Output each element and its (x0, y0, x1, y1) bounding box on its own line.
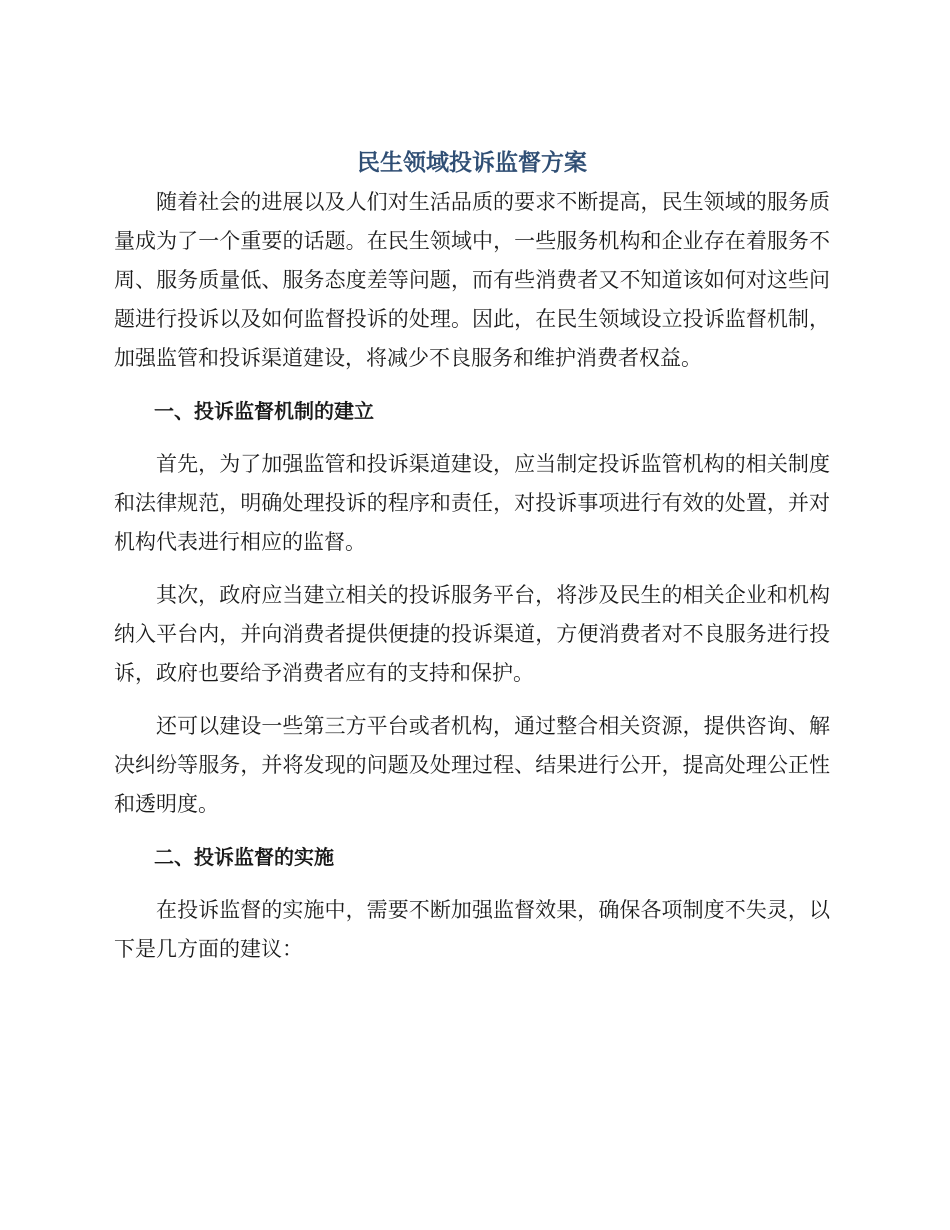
section-2-paragraph-1: 在投诉监督的实施中，需要不断加强监督效果，确保各项制度不失灵，以下是几方面的建议： (114, 898, 830, 961)
document-page (114, 145, 830, 969)
section-heading-2: 二、投诉监督的实施 (154, 845, 334, 869)
section-1-paragraph-2: 其次，政府应当建立相关的投诉服务平台，将涉及民生的相关企业和机构纳入平台内，并向消费者提供便捷的投诉渠道，方便消费者对不良服务进行投诉，政府也要给予消费者应有的支持和保护。 (114, 583, 830, 685)
section-1-paragraph-1: 首先，为了加强监管和投诉渠道建设，应当制定投诉监管机构的相关制度和法律规范，明确处理投诉的程序和责任，对投诉事项进行有效的处置，并对机构代表进行相应的监督。 (114, 452, 830, 554)
intro-paragraph: 随着社会的进展以及人们对生活品质的要求不断提高，民生领域的服务质量成为了一个重要的话题。在民生领域中，一些服务机构和企业存在着服务不周、服务质量低、服务态度差等问题，而有些消费者又不知道该如何对这些问题进行投诉以及如何监督投诉的处理。因此，在民生领域设立投诉监督机制，加强监管和投诉渠道建设，将减少不良服务和维护消费者权益。 (114, 190, 830, 370)
document-title: 民生领域投诉监督方案 (357, 150, 587, 176)
section-1-paragraph-3: 还可以建设一些第三方平台或者机构，通过整合相关资源，提供咨询、解决纠纷等服务，并将发现的问题及处理过程、结果进行公开，提高处理公正性和透明度。 (114, 714, 830, 816)
section-heading-1: 一、投诉监督机制的建立 (154, 399, 374, 423)
